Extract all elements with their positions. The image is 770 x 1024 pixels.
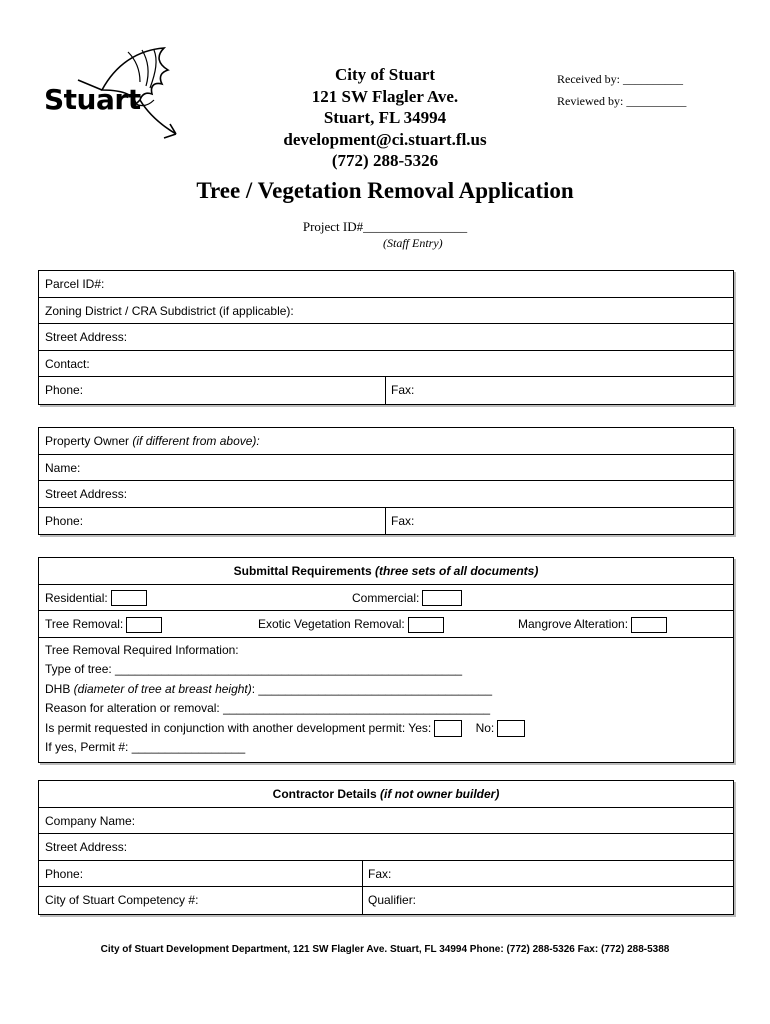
owner-label: Property Owner xyxy=(45,434,133,448)
footer-contact: City of Stuart Development Department, 121 SW Flagler Ave. Stuart, FL 34994 Phone: (772) 288-5326 Fax: (772) 288-5388 xyxy=(100,944,670,955)
tree-removal-info xyxy=(39,638,733,758)
contractor-heading xyxy=(39,781,733,808)
exotic-vegetation-label: Exotic Vegetation Removal: xyxy=(258,617,405,631)
city-phone: (772) 288-5326 xyxy=(331,151,439,170)
zoning-field[interactable] xyxy=(39,298,733,325)
submittal-heading-note: (three sets of all documents) xyxy=(374,564,539,578)
contractor-phone-fax-row xyxy=(39,861,733,888)
city-name: City of Stuart xyxy=(334,65,436,84)
property-owner-section xyxy=(38,427,734,535)
phone-field[interactable]: Phone: xyxy=(45,383,84,397)
applicant-section xyxy=(38,270,734,405)
permit-no-label: No: xyxy=(475,720,495,735)
parcel-id-field[interactable] xyxy=(39,271,733,298)
competency-qualifier-row xyxy=(39,887,733,914)
dhb-line: : ___________________________________ xyxy=(251,681,493,696)
city-state-zip: Stuart, FL 34994 xyxy=(323,108,447,127)
residential-label: Residential: xyxy=(45,590,108,605)
removal-type-row xyxy=(39,611,733,638)
permit-number-field[interactable]: If yes, Permit #: _________________ xyxy=(45,740,246,754)
dhb-label: DHB xyxy=(45,681,74,696)
contractor-street-label: Street Address: xyxy=(45,840,128,854)
info-heading: Tree Removal Required Information: xyxy=(45,642,239,657)
permit-question-label: Is permit requested in conjunction with another development permit: Yes: xyxy=(45,720,432,735)
permit-no-checkbox[interactable] xyxy=(497,720,525,737)
permit-yes-checkbox[interactable] xyxy=(434,720,462,737)
application-type-row xyxy=(39,585,733,612)
contractor-street-field[interactable] xyxy=(39,834,733,861)
commercial-label: Commercial: xyxy=(352,590,420,605)
type-of-tree-field[interactable]: Type of tree: ____________________________________________________ xyxy=(45,662,463,676)
project-id-field[interactable]: Project ID#________________ xyxy=(302,219,468,234)
dhb-field[interactable] xyxy=(39,680,733,700)
submittal-requirements-section xyxy=(38,557,734,763)
owner-street-label: Street Address: xyxy=(45,487,128,501)
commercial-checkbox[interactable] xyxy=(422,590,462,606)
contact-label: Contact: xyxy=(45,356,90,371)
staff-block xyxy=(557,68,686,112)
qualifier-field[interactable]: Qualifier: xyxy=(362,887,416,914)
property-owner-heading xyxy=(39,428,733,455)
fax-field[interactable]: Fax: xyxy=(385,377,414,404)
owner-street-field[interactable] xyxy=(39,481,733,508)
permit-question-row xyxy=(39,719,733,739)
competency-field[interactable]: City of Stuart Competency #: xyxy=(45,893,199,907)
logo-wordmark: Stuart xyxy=(44,83,141,116)
owner-note: (if different from above): xyxy=(132,434,260,448)
owner-phone-field[interactable]: Phone: xyxy=(45,513,84,528)
owner-phone-fax-row xyxy=(39,508,733,535)
city-email: development@ci.stuart.fl.us xyxy=(283,129,487,149)
owner-name-label: Name: xyxy=(45,460,81,475)
contractor-heading-note: (if not owner builder) xyxy=(380,787,500,801)
residential-checkbox[interactable] xyxy=(111,590,147,606)
zoning-label: Zoning District / CRA Subdistrict (if applicable): xyxy=(45,303,294,318)
dhb-note: (diameter of tree at breast height) xyxy=(73,681,252,696)
contractor-fax-field[interactable]: Fax: xyxy=(362,861,391,887)
tree-removal-label: Tree Removal: xyxy=(45,617,124,631)
company-name-field[interactable] xyxy=(39,808,733,835)
received-by-field[interactable]: Received by: __________ xyxy=(557,72,683,86)
contractor-details-section xyxy=(38,780,734,915)
city-contact-header xyxy=(240,64,530,172)
street-address-field[interactable] xyxy=(39,324,733,351)
company-name-label: Company Name: xyxy=(45,813,136,828)
page-title: Tree / Vegetation Removal Application xyxy=(196,178,574,203)
submittal-heading-label: Submittal Requirements xyxy=(233,564,375,578)
submittal-heading xyxy=(39,558,733,585)
exotic-vegetation-checkbox[interactable] xyxy=(408,617,444,633)
contact-field[interactable] xyxy=(39,351,733,378)
mangrove-alteration-label: Mangrove Alteration: xyxy=(518,617,629,631)
contractor-phone-field[interactable]: Phone: xyxy=(45,866,84,881)
street-address-label: Street Address: xyxy=(45,330,128,344)
phone-fax-row xyxy=(39,377,733,404)
parcel-id-label: Parcel ID#: xyxy=(45,277,105,291)
city-address: 121 SW Flagler Ave. xyxy=(311,86,459,106)
tree-removal-checkbox[interactable] xyxy=(126,617,162,633)
reason-field[interactable]: Reason for alteration or removal: ________________________________________ xyxy=(45,701,491,715)
mangrove-alteration-checkbox[interactable] xyxy=(631,617,667,633)
staff-entry-note: (Staff Entry) xyxy=(383,236,443,250)
owner-fax-field[interactable]: Fax: xyxy=(385,508,414,535)
owner-name-field[interactable] xyxy=(39,455,733,482)
contractor-heading-label: Contractor Details xyxy=(272,787,381,801)
reviewed-by-field[interactable]: Reviewed by: __________ xyxy=(557,94,687,108)
